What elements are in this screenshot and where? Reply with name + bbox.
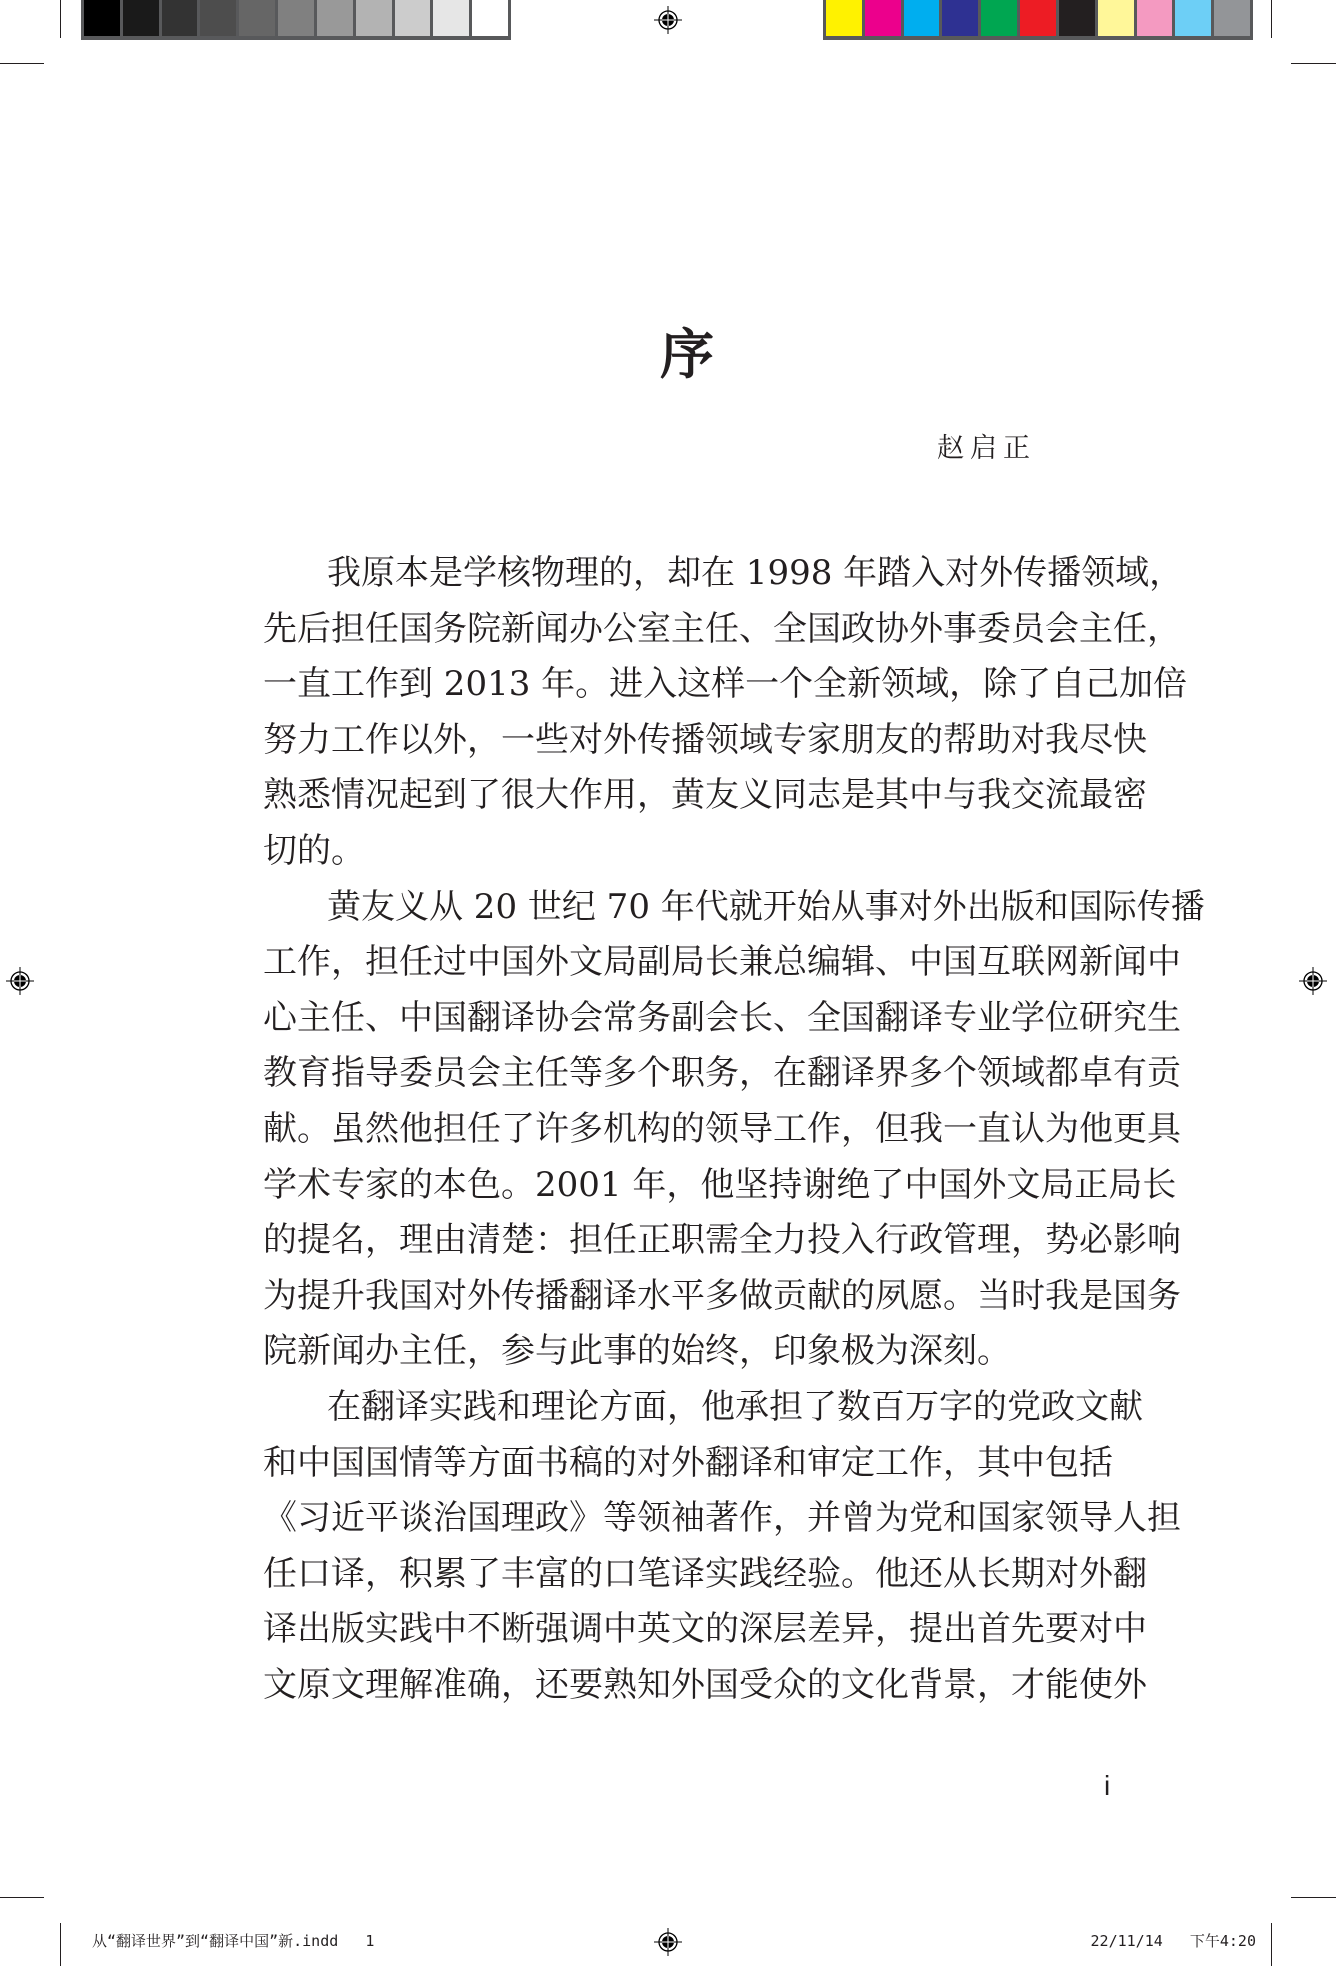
text-line: 一直工作到 2013 年。进入这样一个全新领域，除了自己加倍 [263,664,1188,705]
registration-mark-icon [653,5,683,35]
color-swatch [1059,0,1095,36]
crop-mark [60,1923,61,1966]
color-swatch [162,0,198,36]
text-line: 我原本是学核物理的，却在 1998 年踏入对外传播领域， [327,553,1184,593]
crop-mark [1291,1897,1336,1898]
page-number: i [1104,1770,1111,1801]
text-line: 文原文理解准确，还要熟知外国受众的文化背景，才能使外 [263,1664,1147,1705]
footer-timestamp: 22/11/14 下午4:20 [1090,1932,1256,1950]
color-swatch [1098,0,1134,36]
color-swatch [200,0,236,36]
text-line: 切的。 [263,830,365,871]
text-line: 任口译，积累了丰富的口笔译实践经验。他还从长期对外翻 [263,1553,1147,1594]
color-swatch [1020,0,1056,36]
color-swatch [1214,0,1250,36]
crop-mark [1271,1923,1272,1966]
text-line: 工作，担任过中国外文局副局长兼总编辑、中国互联网新闻中 [263,942,1181,983]
color-swatch [84,0,120,36]
paragraph [263,1380,1181,1714]
text-line: 在翻译实践和理论方面，他承担了数百万字的党政文献 [327,1386,1143,1427]
text-line: 为提升我国对外传播翻译水平多做贡献的夙愿。当时我是国务 [263,1275,1181,1316]
crop-mark [1291,63,1336,64]
text-line: 院新闻办主任，参与此事的始终，印象极为深刻。 [263,1331,1011,1372]
grayscale-color-bar [81,0,511,40]
text-line: 心主任、中国翻译协会常务副会长、全国翻译专业学位研究生 [263,997,1181,1038]
text-line: 熟悉情况起到了很大作用，黄友义同志是其中与我交流最密 [263,775,1147,816]
color-swatch [356,0,392,36]
text-line: 先后担任国务院新闻办公室主任、全国政协外事委员会主任， [263,608,1181,649]
text-line: 的提名，理由清楚：担任正职需全力投入行政管理，势必影响 [263,1220,1181,1261]
text-line: 译出版实践中不断强调中英文的深层差异，提出首先要对中 [263,1609,1147,1650]
color-swatch [865,0,901,36]
body-text [263,546,1205,1713]
registration-mark-icon [653,1927,683,1957]
crop-mark [0,63,44,64]
color-swatch [826,0,862,36]
color-swatch [942,0,978,36]
color-swatch [472,0,508,36]
registration-mark-icon [1298,966,1328,996]
text-line: 和中国国情等方面书稿的对外翻译和审定工作，其中包括 [263,1442,1113,1483]
color-swatch [433,0,469,36]
color-swatch [1175,0,1211,36]
author-name: 赵启正 [937,433,1036,464]
color-swatch [395,0,431,36]
color-swatch [904,0,940,36]
crop-mark [1271,0,1272,38]
crop-mark [0,1897,44,1898]
color-swatch [239,0,275,36]
page-title: 序 [660,322,714,386]
color-swatch [317,0,353,36]
paragraph [263,546,1188,880]
color-swatch [981,0,1017,36]
paragraph [263,880,1205,1380]
color-swatch [123,0,159,36]
process-color-bar [823,0,1253,40]
text-line: 教育指导委员会主任等多个职务，在翻译界多个领域都卓有贡 [263,1053,1181,1094]
color-swatch [1137,0,1173,36]
crop-mark [60,0,61,38]
text-line: 《习近平谈治国理政》等领袖著作，并曾为党和国家领导人担 [263,1498,1181,1539]
registration-mark-icon [5,966,35,996]
text-line: 学术专家的本色。2001 年，他坚持谢绝了中国外文局正局长 [263,1164,1177,1205]
color-swatch [278,0,314,36]
text-line: 黄友义从 20 世纪 70 年代就开始从事对外出版和国际传播 [327,886,1205,927]
text-line: 献。虽然他担任了许多机构的领导工作，但我一直认为他更具 [263,1108,1181,1149]
footer-file-name: 从“翻译世界”到“翻译中国”新.indd 1 [92,1932,375,1950]
text-line: 努力工作以外，一些对外传播领域专家朋友的帮助对我尽快 [263,719,1147,760]
